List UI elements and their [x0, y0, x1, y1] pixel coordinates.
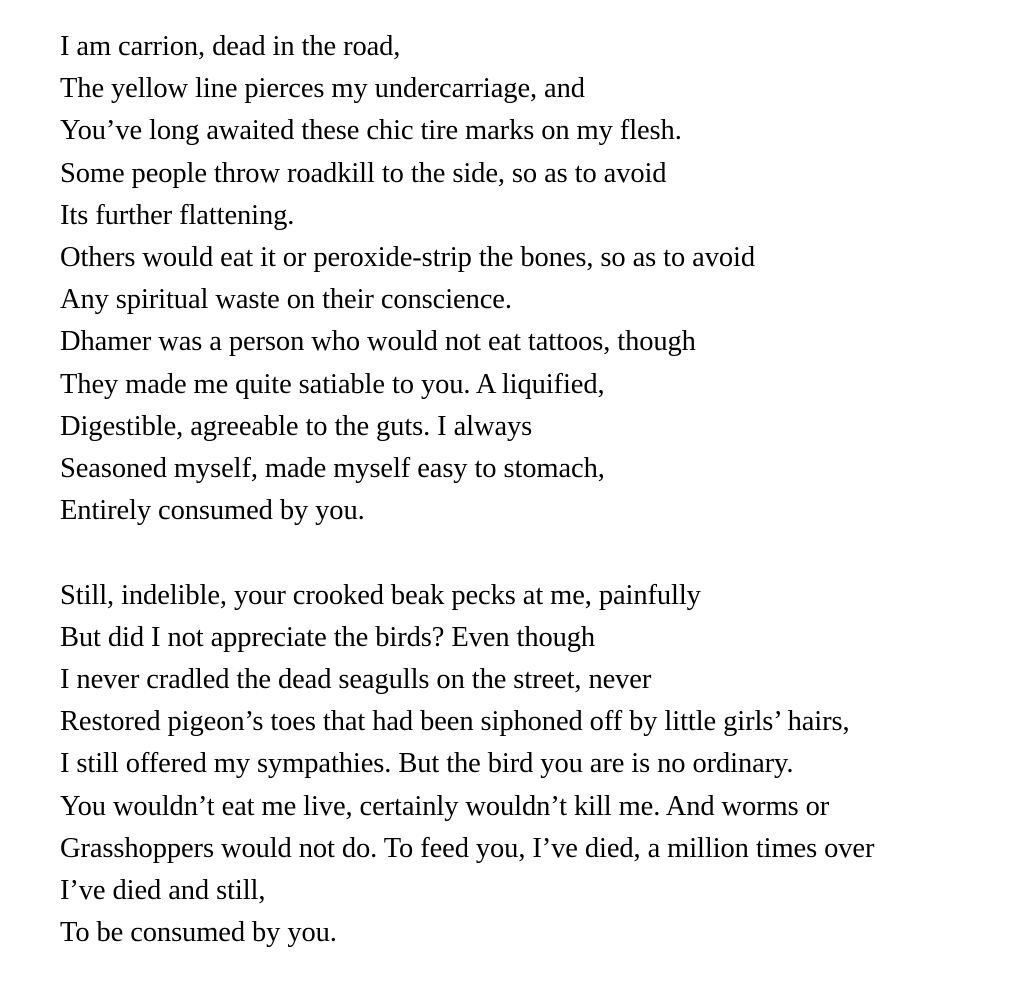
- poem-line: But did I not appreciate the birds? Even though: [60, 621, 596, 653]
- poem-line: Any spiritual waste on their conscience.: [60, 284, 512, 316]
- poem-line: Restored pigeon’s toes that had been siphoned off by little girls’ hairs,: [60, 706, 850, 738]
- stanza-2: [60, 575, 1020, 955]
- poem-line: Grasshoppers would not do. To feed you, I’ve died, a million times over: [60, 832, 875, 864]
- poem-line: Dhamer was a person who would not eat tattoos, though: [60, 326, 696, 358]
- poem-line: Seasoned myself, made myself easy to stomach,: [60, 453, 605, 485]
- poem-text: [60, 26, 1020, 954]
- poem-line: I still offered my sympathies. But the bird you are is no ordinary.: [60, 748, 794, 780]
- poem-line: Still, indelible, your crooked beak pecks at me, painfully: [60, 579, 701, 611]
- poem-line: You’ve long awaited these chic tire marks on my flesh.: [60, 115, 682, 147]
- poem-line: Digestible, agreeable to the guts. I always: [60, 410, 533, 442]
- stanza-1: [60, 26, 1020, 532]
- poem-line: Entirely consumed by you.: [60, 495, 365, 527]
- poem-line: You wouldn’t eat me live, certainly wouldn’t kill me. And worms or: [60, 790, 830, 822]
- poem-line: Others would eat it or peroxide-strip the bones, so as to avoid: [60, 242, 755, 274]
- poem-line: To be consumed by you.: [60, 917, 337, 949]
- poem-line: They made me quite satiable to you. A liquified,: [60, 368, 605, 400]
- poem-line: Its further flattening.: [60, 199, 295, 231]
- poem-line: I never cradled the dead seagulls on the street, never: [60, 664, 652, 696]
- poem-line: I’ve died and still,: [60, 875, 266, 907]
- poem-line: I am carrion, dead in the road,: [60, 31, 401, 62]
- poem-line: The yellow line pierces my undercarriage, and: [60, 73, 585, 105]
- poem-line: Some people throw roadkill to the side, so as to avoid: [60, 157, 667, 189]
